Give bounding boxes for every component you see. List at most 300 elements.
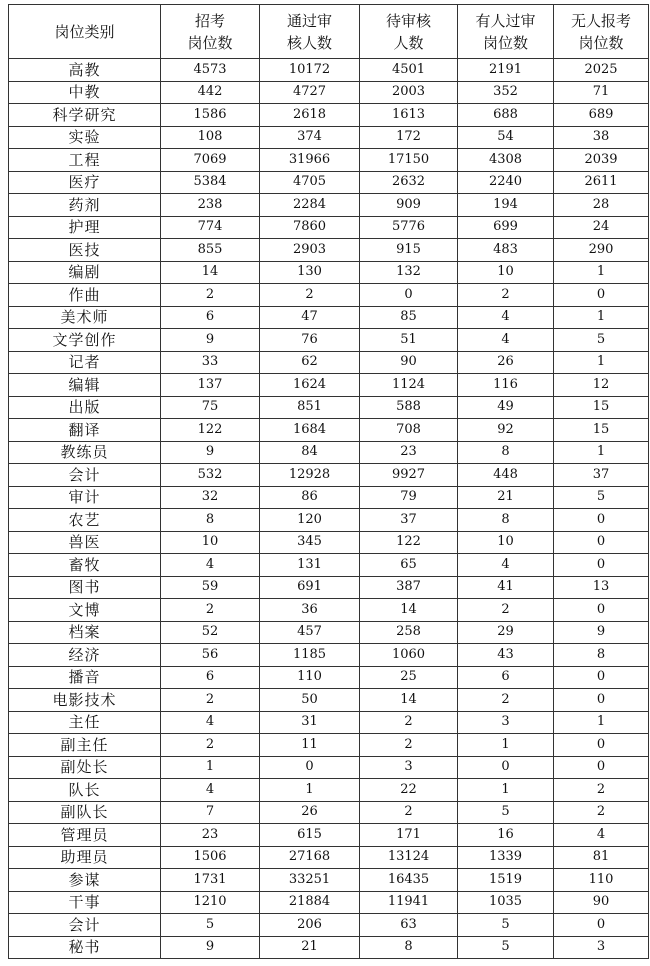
openings-cell: 442 [161,81,260,104]
openings-cell: 1586 [161,104,260,127]
approved-cell: 50 [260,689,360,712]
positions-with-approved-cell: 1339 [458,846,554,869]
approved-cell: 2 [260,284,360,307]
approved-cell: 33251 [260,869,360,892]
table-row [9,914,649,937]
pending-cell: 1124 [360,374,458,397]
positions-no-applicants-cell: 689 [554,104,649,127]
approved-cell: 206 [260,914,360,937]
positions-with-approved-cell: 5 [458,801,554,824]
positions-no-applicants-cell: 1 [554,441,649,464]
positions-with-approved-cell: 4 [458,554,554,577]
openings-cell: 1 [161,756,260,779]
category-cell: 副队长 [9,801,161,824]
header-positions-with-approved [458,5,554,59]
approved-cell: 84 [260,441,360,464]
positions-with-approved-cell: 1 [458,734,554,757]
pending-cell: 14 [360,689,458,712]
table-row [9,216,649,239]
category-cell: 主任 [9,711,161,734]
approved-cell: 21 [260,936,360,959]
approved-cell: 2284 [260,194,360,217]
openings-cell: 52 [161,621,260,644]
category-cell: 秘书 [9,936,161,959]
approved-cell: 1684 [260,419,360,442]
header-line: 岗位数 [578,33,624,52]
approved-cell: 31966 [260,149,360,172]
positions-with-approved-cell: 116 [458,374,554,397]
pending-cell: 2 [360,801,458,824]
positions-no-applicants-cell: 71 [554,81,649,104]
positions-with-approved-cell: 41 [458,576,554,599]
pending-cell: 0 [360,284,458,307]
positions-no-applicants-cell: 2 [554,779,649,802]
openings-cell: 6 [161,666,260,689]
positions-with-approved-cell: 4 [458,329,554,352]
header-line: 岗位类别 [54,22,115,41]
category-cell: 会计 [9,464,161,487]
category-cell: 实验 [9,126,161,149]
positions-with-approved-cell: 352 [458,81,554,104]
table-row [9,531,649,554]
positions-with-approved-cell: 54 [458,126,554,149]
table-row [9,126,649,149]
openings-cell: 1210 [161,891,260,914]
positions-no-applicants-cell: 1 [554,711,649,734]
positions-with-approved-cell: 4308 [458,149,554,172]
approved-cell: 31 [260,711,360,734]
approved-cell: 1624 [260,374,360,397]
openings-cell: 23 [161,824,260,847]
approved-cell: 1 [260,779,360,802]
recruitment-statistics-table [8,4,649,959]
positions-no-applicants-cell: 1 [554,261,649,284]
pending-cell: 3 [360,756,458,779]
approved-cell: 4727 [260,81,360,104]
positions-with-approved-cell: 6 [458,666,554,689]
openings-cell: 137 [161,374,260,397]
category-cell: 参谋 [9,869,161,892]
pending-cell: 1613 [360,104,458,127]
category-cell: 药剂 [9,194,161,217]
approved-cell: 36 [260,599,360,622]
positions-no-applicants-cell: 0 [554,734,649,757]
positions-no-applicants-cell: 110 [554,869,649,892]
openings-cell: 10 [161,531,260,554]
header-category [9,5,161,59]
category-cell: 干事 [9,891,161,914]
table-row [9,756,649,779]
table-row [9,149,649,172]
table-row [9,171,649,194]
category-cell: 中教 [9,81,161,104]
pending-cell: 14 [360,599,458,622]
pending-cell: 11941 [360,891,458,914]
header-line: 待审核 [385,11,431,30]
header-pending [360,5,458,59]
pending-cell: 16435 [360,869,458,892]
approved-cell: 110 [260,666,360,689]
approved-cell: 27168 [260,846,360,869]
table-row [9,824,649,847]
positions-with-approved-cell: 2 [458,599,554,622]
category-cell: 编剧 [9,261,161,284]
positions-with-approved-cell: 5 [458,936,554,959]
table-row [9,374,649,397]
openings-cell: 7 [161,801,260,824]
pending-cell: 2 [360,711,458,734]
pending-cell: 22 [360,779,458,802]
pending-cell: 132 [360,261,458,284]
table-row [9,936,649,959]
pending-cell: 90 [360,351,458,374]
openings-cell: 9 [161,936,260,959]
openings-cell: 5384 [161,171,260,194]
positions-no-applicants-cell: 2 [554,801,649,824]
category-cell: 队长 [9,779,161,802]
openings-cell: 7069 [161,149,260,172]
header-line: 通过审 [286,11,332,30]
pending-cell: 258 [360,621,458,644]
header-line: 无人报考 [570,11,631,30]
openings-cell: 774 [161,216,260,239]
category-cell: 编辑 [9,374,161,397]
positions-with-approved-cell: 2191 [458,59,554,82]
document-sheet [8,4,649,959]
category-cell: 科学研究 [9,104,161,127]
openings-cell: 2 [161,689,260,712]
positions-with-approved-cell: 29 [458,621,554,644]
approved-cell: 47 [260,306,360,329]
table-row [9,441,649,464]
table-row [9,869,649,892]
category-cell: 护理 [9,216,161,239]
table-row [9,576,649,599]
positions-with-approved-cell: 699 [458,216,554,239]
approved-cell: 12928 [260,464,360,487]
positions-no-applicants-cell: 8 [554,644,649,667]
table-row [9,239,649,262]
table-row [9,464,649,487]
openings-cell: 122 [161,419,260,442]
category-cell: 电影技术 [9,689,161,712]
approved-cell: 10172 [260,59,360,82]
approved-cell: 130 [260,261,360,284]
category-cell: 作曲 [9,284,161,307]
approved-cell: 120 [260,509,360,532]
openings-cell: 2 [161,599,260,622]
approved-cell: 0 [260,756,360,779]
header-line: 有人过审 [475,11,536,30]
approved-cell: 2903 [260,239,360,262]
openings-cell: 532 [161,464,260,487]
category-cell: 畜牧 [9,554,161,577]
table-row [9,194,649,217]
table-row [9,801,649,824]
category-cell: 助理员 [9,846,161,869]
approved-cell: 1185 [260,644,360,667]
positions-no-applicants-cell: 4 [554,824,649,847]
positions-with-approved-cell: 10 [458,261,554,284]
table-row [9,59,649,82]
positions-no-applicants-cell: 1 [554,306,649,329]
positions-no-applicants-cell: 2039 [554,149,649,172]
approved-cell: 76 [260,329,360,352]
pending-cell: 708 [360,419,458,442]
positions-no-applicants-cell: 24 [554,216,649,239]
table-row [9,621,649,644]
header-line: 岗位数 [482,33,528,52]
pending-cell: 909 [360,194,458,217]
category-cell: 管理员 [9,824,161,847]
category-cell: 经济 [9,644,161,667]
positions-no-applicants-cell: 1 [554,351,649,374]
openings-cell: 4 [161,711,260,734]
approved-cell: 457 [260,621,360,644]
positions-no-applicants-cell: 3 [554,936,649,959]
table-row [9,486,649,509]
table-row [9,329,649,352]
positions-with-approved-cell: 92 [458,419,554,442]
category-cell: 兽医 [9,531,161,554]
openings-cell: 14 [161,261,260,284]
positions-with-approved-cell: 8 [458,441,554,464]
positions-no-applicants-cell: 90 [554,891,649,914]
openings-cell: 9 [161,441,260,464]
positions-no-applicants-cell: 2611 [554,171,649,194]
approved-cell: 4705 [260,171,360,194]
approved-cell: 7860 [260,216,360,239]
openings-cell: 2 [161,284,260,307]
category-cell: 医技 [9,239,161,262]
pending-cell: 8 [360,936,458,959]
header-openings [161,5,260,59]
positions-with-approved-cell: 1519 [458,869,554,892]
openings-cell: 238 [161,194,260,217]
pending-cell: 172 [360,126,458,149]
pending-cell: 2 [360,734,458,757]
positions-no-applicants-cell: 0 [554,914,649,937]
pending-cell: 25 [360,666,458,689]
pending-cell: 85 [360,306,458,329]
category-cell: 教练员 [9,441,161,464]
approved-cell: 11 [260,734,360,757]
approved-cell: 131 [260,554,360,577]
table-row [9,689,649,712]
openings-cell: 4 [161,779,260,802]
positions-with-approved-cell: 4 [458,306,554,329]
pending-cell: 79 [360,486,458,509]
category-cell: 高教 [9,59,161,82]
pending-cell: 122 [360,531,458,554]
pending-cell: 9927 [360,464,458,487]
positions-no-applicants-cell: 5 [554,486,649,509]
positions-with-approved-cell: 194 [458,194,554,217]
positions-with-approved-cell: 2 [458,689,554,712]
header-line: 核人数 [286,33,332,52]
pending-cell: 51 [360,329,458,352]
pending-cell: 37 [360,509,458,532]
pending-cell: 17150 [360,149,458,172]
approved-cell: 691 [260,576,360,599]
positions-no-applicants-cell: 0 [554,599,649,622]
category-cell: 工程 [9,149,161,172]
table-row [9,351,649,374]
positions-with-approved-cell: 8 [458,509,554,532]
approved-cell: 2618 [260,104,360,127]
header-line: 招考 [194,11,225,30]
positions-no-applicants-cell: 0 [554,531,649,554]
table-row [9,846,649,869]
positions-with-approved-cell: 483 [458,239,554,262]
category-cell: 播音 [9,666,161,689]
approved-cell: 26 [260,801,360,824]
positions-with-approved-cell: 1 [458,779,554,802]
category-cell: 图书 [9,576,161,599]
table-row [9,419,649,442]
table-row [9,599,649,622]
pending-cell: 63 [360,914,458,937]
positions-with-approved-cell: 16 [458,824,554,847]
pending-cell: 2632 [360,171,458,194]
positions-with-approved-cell: 43 [458,644,554,667]
table-row [9,104,649,127]
openings-cell: 1731 [161,869,260,892]
approved-cell: 345 [260,531,360,554]
positions-with-approved-cell: 448 [458,464,554,487]
positions-no-applicants-cell: 15 [554,396,649,419]
positions-with-approved-cell: 688 [458,104,554,127]
openings-cell: 1506 [161,846,260,869]
positions-no-applicants-cell: 0 [554,509,649,532]
header-approved [260,5,360,59]
approved-cell: 851 [260,396,360,419]
openings-cell: 59 [161,576,260,599]
positions-no-applicants-cell: 5 [554,329,649,352]
openings-cell: 2 [161,734,260,757]
positions-no-applicants-cell: 37 [554,464,649,487]
positions-with-approved-cell: 2240 [458,171,554,194]
approved-cell: 86 [260,486,360,509]
positions-with-approved-cell: 10 [458,531,554,554]
openings-cell: 75 [161,396,260,419]
pending-cell: 915 [360,239,458,262]
positions-no-applicants-cell: 13 [554,576,649,599]
table-row [9,711,649,734]
openings-cell: 855 [161,239,260,262]
approved-cell: 374 [260,126,360,149]
openings-cell: 9 [161,329,260,352]
openings-cell: 6 [161,306,260,329]
header-row [9,5,649,59]
positions-with-approved-cell: 2 [458,284,554,307]
positions-with-approved-cell: 3 [458,711,554,734]
pending-cell: 588 [360,396,458,419]
table-row [9,261,649,284]
positions-no-applicants-cell: 290 [554,239,649,262]
category-cell: 翻译 [9,419,161,442]
positions-no-applicants-cell: 0 [554,756,649,779]
pending-cell: 5776 [360,216,458,239]
table-row [9,81,649,104]
openings-cell: 33 [161,351,260,374]
openings-cell: 32 [161,486,260,509]
table-row [9,509,649,532]
category-cell: 档案 [9,621,161,644]
positions-no-applicants-cell: 0 [554,554,649,577]
positions-no-applicants-cell: 2025 [554,59,649,82]
positions-no-applicants-cell: 0 [554,284,649,307]
pending-cell: 387 [360,576,458,599]
category-cell: 记者 [9,351,161,374]
category-cell: 文博 [9,599,161,622]
positions-with-approved-cell: 21 [458,486,554,509]
positions-no-applicants-cell: 81 [554,846,649,869]
table-row [9,284,649,307]
table-row [9,891,649,914]
table-row [9,306,649,329]
category-cell: 农艺 [9,509,161,532]
category-cell: 副处长 [9,756,161,779]
header-positions-no-applicants [554,5,649,59]
header-line: 岗位数 [187,33,233,52]
pending-cell: 23 [360,441,458,464]
table-row [9,644,649,667]
approved-cell: 615 [260,824,360,847]
pending-cell: 171 [360,824,458,847]
table-row [9,554,649,577]
positions-with-approved-cell: 49 [458,396,554,419]
positions-no-applicants-cell: 9 [554,621,649,644]
table-body [9,59,649,959]
openings-cell: 8 [161,509,260,532]
positions-no-applicants-cell: 15 [554,419,649,442]
positions-with-approved-cell: 1035 [458,891,554,914]
category-cell: 会计 [9,914,161,937]
pending-cell: 65 [360,554,458,577]
openings-cell: 56 [161,644,260,667]
openings-cell: 108 [161,126,260,149]
category-cell: 副主任 [9,734,161,757]
positions-with-approved-cell: 0 [458,756,554,779]
header-line: 人数 [393,33,424,52]
positions-with-approved-cell: 26 [458,351,554,374]
approved-cell: 62 [260,351,360,374]
positions-no-applicants-cell: 0 [554,666,649,689]
positions-with-approved-cell: 5 [458,914,554,937]
positions-no-applicants-cell: 12 [554,374,649,397]
category-cell: 出版 [9,396,161,419]
approved-cell: 21884 [260,891,360,914]
pending-cell: 1060 [360,644,458,667]
positions-no-applicants-cell: 0 [554,689,649,712]
positions-no-applicants-cell: 38 [554,126,649,149]
pending-cell: 13124 [360,846,458,869]
category-cell: 美术师 [9,306,161,329]
pending-cell: 2003 [360,81,458,104]
pending-cell: 4501 [360,59,458,82]
category-cell: 审计 [9,486,161,509]
category-cell: 文学创作 [9,329,161,352]
openings-cell: 5 [161,914,260,937]
positions-no-applicants-cell: 28 [554,194,649,217]
table-row [9,666,649,689]
openings-cell: 4 [161,554,260,577]
category-cell: 医疗 [9,171,161,194]
table-header [9,5,649,59]
table-row [9,396,649,419]
table-row [9,779,649,802]
